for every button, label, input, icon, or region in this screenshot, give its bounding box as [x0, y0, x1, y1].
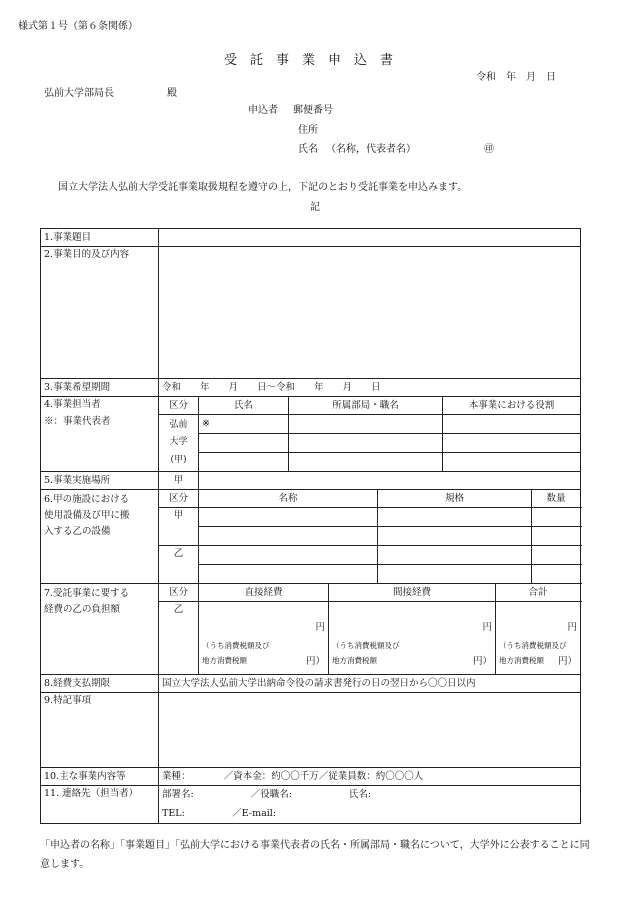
row-location-field[interactable] — [199, 472, 581, 490]
applicant-label: 申込者 — [248, 105, 278, 116]
staff-role-cell[interactable] — [443, 415, 581, 434]
direct-expense-cell[interactable] — [199, 602, 329, 675]
equipment-party-otsu: 乙 — [159, 546, 199, 584]
addressee-suffix: 殿 — [167, 88, 177, 99]
staff-label-text: 4.事業担当者 — [44, 399, 101, 410]
ki-heading: 記 — [310, 202, 320, 213]
yen-unit: 円 — [482, 622, 492, 634]
row-purpose-field[interactable] — [159, 247, 581, 379]
equipment-name-cell[interactable] — [199, 508, 378, 527]
row-title-field[interactable] — [159, 229, 581, 247]
row-business-field[interactable]: 業種： ／資本金：約〇〇千万／従業員数：約〇〇〇人 — [159, 768, 581, 786]
staff-name-cell[interactable] — [199, 453, 289, 472]
addressee: 弘前大学部局長 — [44, 88, 114, 99]
yen-unit: 円 — [567, 622, 577, 634]
location-party: 甲 — [159, 472, 199, 490]
contact-line-2: TEL: ／E-mail: — [162, 807, 277, 819]
staff-affiliation-cell[interactable] — [289, 415, 443, 434]
equipment-quantity-cell[interactable] — [532, 565, 581, 584]
party-line-2: 大学 — [169, 437, 188, 448]
tax-note-label: 地方消費税額 — [202, 655, 247, 665]
name-label: 氏名 — [298, 144, 318, 155]
row-period-label: 3.事業希望期間 — [41, 379, 159, 397]
intro-statement: 国立大学法人弘前大学受託事業取扱規程を遵守の上，下記のとおり受託事業を申込みます。 — [58, 182, 468, 193]
row-staff-label — [41, 397, 159, 472]
contact-line-1: 部署名: ／役職名: 氏名: — [162, 789, 372, 801]
postal-code-label: 郵便番号 — [293, 105, 333, 116]
address-label: 住所 — [298, 125, 318, 136]
tax-note-line-1: （うち消費税額及び — [332, 641, 400, 651]
staff-note: ※：事業代表者 — [44, 415, 111, 427]
row-remarks-label: 9.特記事項 — [41, 693, 159, 768]
name-hint: （名称，代表者名） — [326, 144, 416, 155]
tax-note-line-2 — [499, 656, 577, 665]
equipment-name-cell[interactable] — [199, 565, 378, 584]
row-location-label: 5.事業実施場所 — [41, 472, 159, 490]
equipment-quantity-cell[interactable] — [532, 527, 581, 546]
tax-note-line-2 — [332, 656, 492, 665]
document-title: 受託事業申込書 — [223, 53, 406, 68]
expense-header-direct: 直接経費 — [199, 584, 329, 602]
tax-yen-unit: 円） — [472, 655, 492, 667]
tax-yen-unit: 円） — [305, 655, 325, 667]
staff-name-cell[interactable] — [199, 434, 289, 453]
equipment-spec-cell[interactable] — [378, 527, 532, 546]
row-title-label: 1.事業題目 — [41, 229, 159, 247]
staff-affiliation-cell[interactable] — [289, 453, 443, 472]
equipment-quantity-cell[interactable] — [532, 508, 581, 527]
equipment-party-ko: 甲 — [159, 508, 199, 546]
expense-party-otsu: 乙 — [159, 602, 199, 675]
total-expense-cell[interactable] — [496, 602, 581, 675]
equipment-name-cell[interactable] — [199, 546, 378, 565]
tax-note-line-1: （うち消費税額及び — [499, 641, 567, 651]
date-line: 令和 年 月 日 — [476, 72, 556, 83]
party-line-1: 弘前 — [169, 420, 188, 431]
staff-name-cell[interactable] — [199, 415, 289, 434]
equipment-quantity-cell[interactable] — [532, 546, 581, 565]
form-number-label: 様式第１号（第６条関係） — [18, 21, 138, 32]
party-line-3: (甲) — [170, 454, 187, 465]
row-payment-value: 国立大学法人弘前大学出納命令役の請求書発行の日の翌日から〇〇日以内 — [159, 675, 581, 693]
equipment-label-line-2: 使用設備及び甲に搬 — [44, 510, 130, 522]
row-equipment-label — [41, 490, 159, 584]
equipment-spec-cell[interactable] — [378, 546, 532, 565]
expense-header-indirect: 間接経費 — [329, 584, 496, 602]
application-table — [40, 228, 581, 824]
row-payment-label: 8.経費支払期限 — [41, 675, 159, 693]
equipment-label-line-1: 6.甲の施設における — [44, 494, 130, 505]
staff-role-cell[interactable] — [443, 434, 581, 453]
row-remarks-field[interactable] — [159, 693, 581, 768]
staff-header-role: 本事業における役割 — [443, 397, 581, 415]
row-business-label: 10.主な事業内容等 — [41, 768, 159, 786]
equipment-header-category: 区分 — [159, 490, 199, 508]
staff-role-cell[interactable] — [443, 453, 581, 472]
indirect-expense-cell[interactable] — [329, 602, 496, 675]
equipment-name-cell[interactable] — [199, 527, 378, 546]
tax-note-line-2 — [202, 656, 325, 665]
equipment-spec-cell[interactable] — [378, 565, 532, 584]
expense-label-line-1: 7.受託事業に要する — [44, 588, 130, 599]
row-expense-label — [41, 584, 159, 675]
row-contact-field[interactable] — [159, 786, 581, 824]
equipment-header-spec: 規格 — [378, 490, 532, 508]
yen-unit: 円 — [315, 622, 325, 634]
tax-note-line-1: （うち消費税額及び — [202, 641, 270, 651]
equipment-label-line-3: 入する乙の設備 — [44, 526, 111, 538]
expense-header-total: 合計 — [496, 584, 581, 602]
staff-header-category: 区分 — [159, 397, 199, 415]
row-period-field[interactable]: 令和 年 月 日～令和 年 月 日 — [159, 379, 581, 397]
staff-party-hirosaki — [159, 415, 199, 472]
equipment-header-quantity: 数量 — [532, 490, 581, 508]
representative-mark: ※ — [202, 418, 210, 430]
tax-note-label: 地方消費税額 — [499, 655, 544, 665]
staff-header-name: 氏名 — [199, 397, 289, 415]
expense-label-line-2: 経費の乙の負担額 — [44, 604, 121, 616]
seal-mark: ㊞ — [484, 144, 494, 155]
staff-header-affiliation: 所属部局・職名 — [289, 397, 443, 415]
row-contact-label: 11. 連絡先（担当者） — [41, 786, 159, 824]
equipment-spec-cell[interactable] — [378, 508, 532, 527]
tax-note-label: 地方消費税額 — [332, 655, 377, 665]
expense-header-category: 区分 — [159, 584, 199, 602]
tax-yen-unit: 円） — [557, 655, 577, 667]
consent-statement: 「申込者の名称」「事業題目」「弘前大学における事業代表者の氏名・所属部局・職名について，大学外に公表することに同意します。 — [40, 840, 590, 870]
staff-affiliation-cell[interactable] — [289, 434, 443, 453]
equipment-header-name: 名称 — [199, 490, 378, 508]
row-purpose-label: 2.事業目的及び内容 — [41, 247, 159, 379]
